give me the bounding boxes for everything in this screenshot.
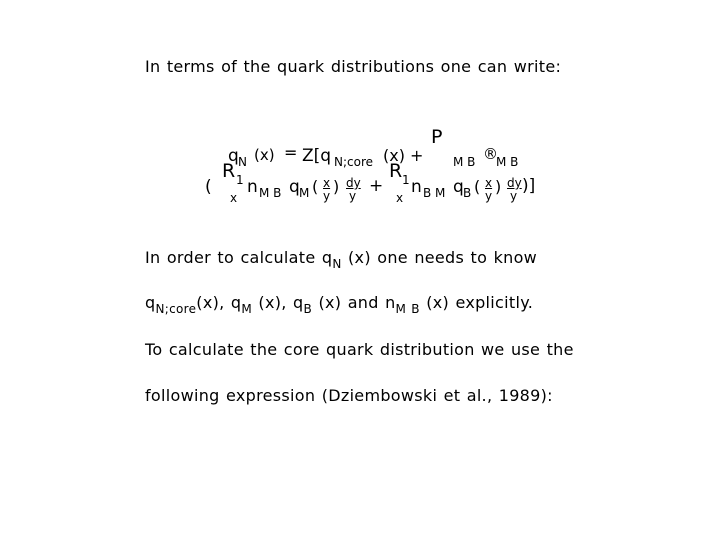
line-core-calc: To calculate the core quark distribution we use the: [145, 340, 574, 359]
line-calc-qn: [145, 248, 538, 271]
eq-int2-upper: 1: [402, 173, 410, 187]
eq-dy-1: dy: [346, 176, 361, 190]
line3-sub-b: B: [303, 302, 313, 316]
eq-sub-mb: M B: [453, 155, 476, 169]
line2-text-b: (x) one needs to know: [348, 248, 538, 267]
eq-y-2: y: [510, 189, 518, 203]
eq-equals: =: [284, 143, 298, 162]
line3-text-b: (x), q: [258, 293, 304, 312]
eq-dy-2: dy: [507, 176, 522, 190]
line-explicit: [145, 293, 534, 316]
eq-sub-b: B: [463, 186, 472, 200]
eq-sum: P: [431, 126, 443, 148]
eq-sub-ncore: N;core: [334, 155, 374, 169]
eq-n-2: n: [411, 177, 422, 197]
eq-sub-mb-3: M B: [259, 186, 282, 200]
line3-text-d: (x) explicitly.: [426, 293, 534, 312]
eq-q-m: q: [289, 177, 300, 197]
eq-frac1-paren-close: ): [333, 177, 340, 196]
eq-plus-1: (x) +: [383, 146, 424, 165]
eq-z-open: Z[q: [302, 146, 332, 166]
line-expression-ref: following expression (Dziembowski et al., 1989):: [145, 386, 553, 405]
eq-frac2-paren: (: [474, 177, 481, 196]
line3-sub-m: M: [241, 302, 253, 316]
eq-q: q: [228, 146, 239, 166]
line3-sub-ncore: N;core: [155, 302, 197, 316]
eq-integral-2: R: [389, 160, 403, 182]
eq-frac2-paren-close: ): [495, 177, 502, 196]
eq-y-1: y: [349, 189, 357, 203]
line3-text-a: (x), q: [196, 293, 242, 312]
eq-n-1: n: [247, 177, 258, 197]
eq-paren-open: (: [205, 177, 212, 197]
eq-frac1-num: x: [323, 176, 331, 190]
line3-sub-mb: M B: [395, 302, 420, 316]
line3-q1: q: [145, 293, 156, 312]
eq-alpha: ®: [483, 145, 498, 163]
eq-sub-m: M: [299, 186, 310, 200]
eq-sub-n: N: [238, 155, 247, 169]
eq-q-b: q: [453, 177, 464, 197]
eq-frac2-num: x: [485, 176, 493, 190]
line3-text-c: (x) and n: [318, 293, 396, 312]
line2-text-a: In order to calculate q: [145, 248, 333, 267]
eq-int1-lower: x: [230, 191, 238, 205]
eq-integral-1: R: [222, 160, 236, 182]
intro-text: In terms of the quark distributions one can write:: [145, 57, 562, 76]
eq-int1-upper: 1: [236, 173, 244, 187]
eq-int2-lower: x: [396, 191, 404, 205]
eq-arg-x: (x): [254, 146, 275, 164]
eq-sub-bm: B M: [423, 186, 446, 200]
eq-sub-mb-2: M B: [496, 155, 519, 169]
eq-frac2-den: y: [485, 189, 493, 203]
eq-close-bracket: )]: [522, 176, 536, 196]
eq-frac1-den: y: [323, 189, 331, 203]
eq-frac1-paren: (: [312, 177, 319, 196]
eq-plus-2: +: [369, 176, 384, 196]
line2-sub-n: N: [332, 257, 342, 271]
